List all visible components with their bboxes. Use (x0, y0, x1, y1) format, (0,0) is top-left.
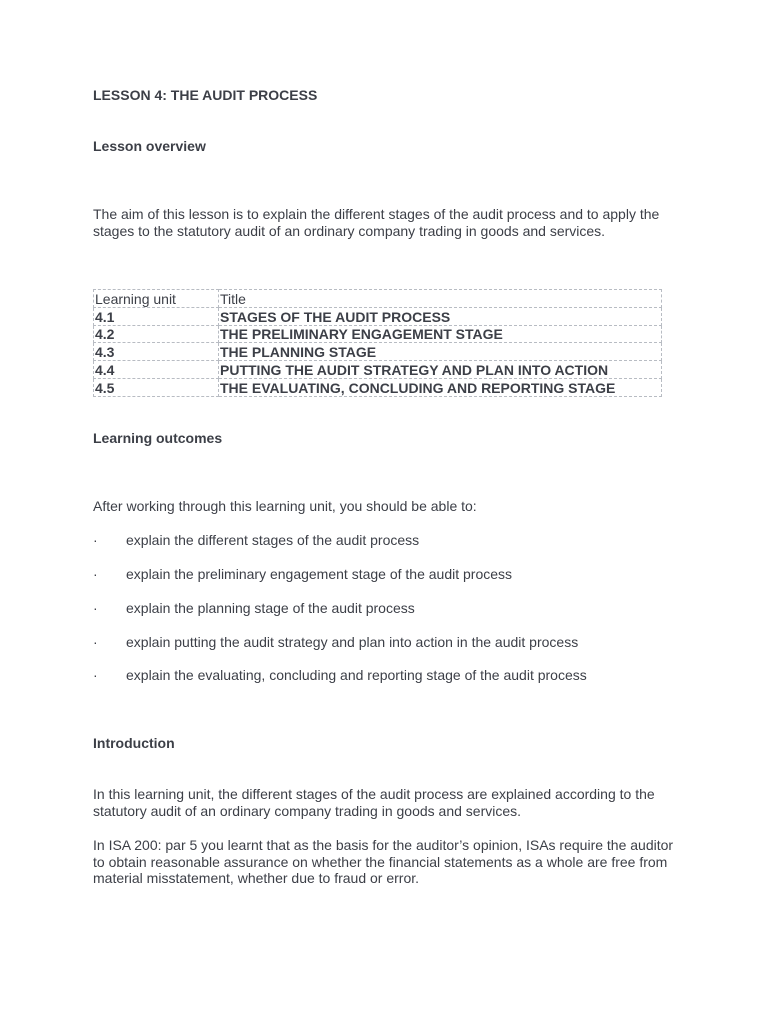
bullet-icon: · (93, 634, 98, 650)
bullet-icon: · (93, 532, 98, 548)
table-cell-title: THE PLANNING STAGE (219, 343, 662, 361)
introduction-paragraph: In ISA 200: par 5 you learnt that as the basis for the auditor’s opinion, ISAs require the auditor to obtain reasonable assurance on whether the financial statements as a whole are free from material misstatement, whether due to fraud or error. (93, 837, 674, 886)
table-header-unit: Learning unit (94, 290, 219, 308)
lesson-title: LESSON 4: THE AUDIT PROCESS (93, 87, 318, 103)
table-row (94, 378, 662, 396)
overview-text: The aim of this lesson is to explain the different stages of the audit process and to apply the stages to the statutory audit of an ordinary company trading in goods and services. (93, 206, 660, 239)
table-cell-unit: 4.2 (94, 325, 219, 343)
table-cell-title: STAGES OF THE AUDIT PROCESS (219, 307, 662, 325)
table-cell-unit: 4.5 (94, 378, 219, 396)
list-item-text: explain putting the audit strategy and plan into action in the audit process (126, 634, 579, 650)
list-item-text: explain the preliminary engagement stage of the audit process (126, 566, 513, 582)
bullet-icon: · (93, 566, 98, 582)
table-header-row (94, 290, 662, 308)
table-cell-unit: 4.3 (94, 343, 219, 361)
outcomes-intro: After working through this learning unit, you should be able to: (93, 498, 477, 514)
learning-units-table (93, 289, 662, 397)
table-cell-title: THE EVALUATING, CONCLUDING AND REPORTING STAGE (219, 378, 662, 396)
list-item-text: explain the evaluating, concluding and reporting stage of the audit process (126, 667, 587, 683)
table-cell-unit: 4.1 (94, 307, 219, 325)
table-row (94, 361, 662, 379)
overview-heading: Lesson overview (93, 138, 206, 154)
table-cell-title: PUTTING THE AUDIT STRATEGY AND PLAN INTO ACTION (219, 361, 662, 379)
table-row (94, 325, 662, 343)
bullet-icon: · (93, 600, 98, 616)
list-item-text: explain the planning stage of the audit process (126, 600, 415, 616)
bullet-icon: · (93, 667, 98, 683)
table-cell-unit: 4.4 (94, 361, 219, 379)
list-item-text: explain the different stages of the audit process (126, 532, 420, 548)
outcomes-heading: Learning outcomes (93, 430, 223, 446)
introduction-paragraph: In this learning unit, the different stages of the audit process are explained according to the statutory audit of an ordinary company trading in goods and services. (93, 786, 655, 819)
introduction-heading: Introduction (93, 735, 175, 751)
table-row (94, 307, 662, 325)
table-header-title: Title (219, 290, 662, 308)
table-row (94, 343, 662, 361)
table-cell-title: THE PRELIMINARY ENGAGEMENT STAGE (219, 325, 662, 343)
